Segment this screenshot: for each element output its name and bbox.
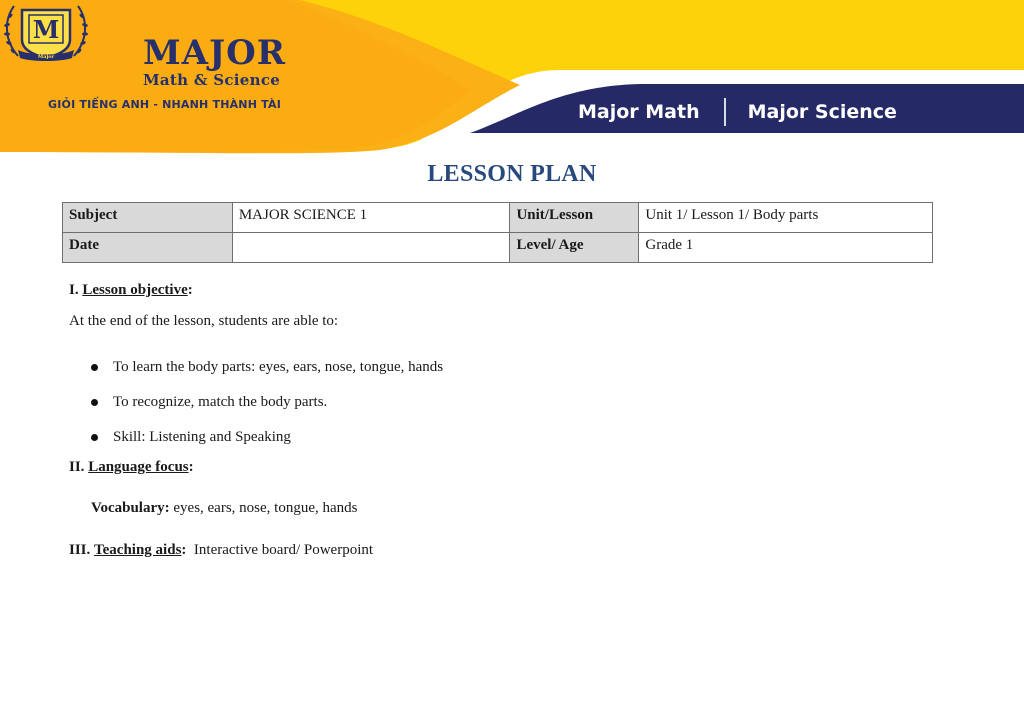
section-teaching-aids: [69, 541, 373, 559]
label-subject: Subject: [63, 203, 233, 233]
value-date: [232, 233, 510, 263]
teaching-aids-value: Interactive board/ Powerpoint: [186, 542, 374, 558]
program-nav: [578, 96, 897, 128]
section-number: III.: [69, 542, 91, 558]
nav-major-science: Major Science: [747, 101, 897, 123]
bullet-icon: [91, 399, 98, 406]
section-language-focus: [69, 458, 194, 476]
brand-subtitle: Math & Science: [143, 71, 281, 89]
section-colon: :: [181, 542, 187, 558]
value-subject: MAJOR SCIENCE 1: [232, 203, 510, 233]
vocabulary-label: Vocabulary:: [91, 500, 170, 516]
vocabulary-line: [91, 499, 358, 517]
section-colon: :: [188, 459, 194, 475]
nav-divider: [724, 98, 726, 126]
brand-slogan: GIỎI TIẾNG ANH - NHANH THÀNH TÀI: [48, 98, 282, 111]
section-number: I.: [69, 282, 79, 298]
label-level-age: Level/ Age: [510, 233, 639, 263]
svg-text:Major: Major: [37, 54, 55, 60]
svg-text:M: M: [32, 15, 60, 44]
brand-title: MAJOR: [143, 33, 286, 73]
lesson-info-table: [62, 202, 933, 263]
label-date: Date: [63, 233, 233, 263]
label-unit-lesson: Unit/Lesson: [510, 203, 639, 233]
bullet-icon: [91, 434, 98, 441]
objective-text: To learn the body parts: eyes, ears, nose, tongue, hands: [113, 358, 444, 375]
bullet-icon: [91, 364, 98, 371]
objective-list: [91, 358, 443, 463]
table-row: [63, 233, 933, 263]
section-colon: :: [187, 282, 193, 298]
objective-text: To recognize, match the body parts.: [113, 393, 328, 410]
list-item: [91, 393, 443, 411]
list-item: [91, 428, 443, 446]
list-item: [91, 358, 443, 376]
table-row: [63, 203, 933, 233]
objective-intro: At the end of the lesson, students are able to:: [69, 313, 339, 329]
vocabulary-value: eyes, ears, nose, tongue, hands: [169, 500, 358, 516]
nav-major-math: Major Math: [578, 101, 700, 123]
section-heading: Lesson objective: [82, 282, 188, 298]
section-number: II.: [69, 459, 85, 475]
value-unit-lesson: Unit 1/ Lesson 1/ Body parts: [639, 203, 933, 233]
value-level-age: Grade 1: [639, 233, 933, 263]
section-lesson-objective: [69, 281, 193, 299]
logo-emblem-icon: [0, 0, 92, 64]
objective-text: Skill: Listening and Speaking: [113, 428, 291, 445]
section-heading: Language focus: [88, 459, 189, 475]
page-title: LESSON PLAN: [427, 161, 597, 187]
section-heading: Teaching aids: [94, 542, 182, 558]
header-banner: [0, 0, 1024, 160]
